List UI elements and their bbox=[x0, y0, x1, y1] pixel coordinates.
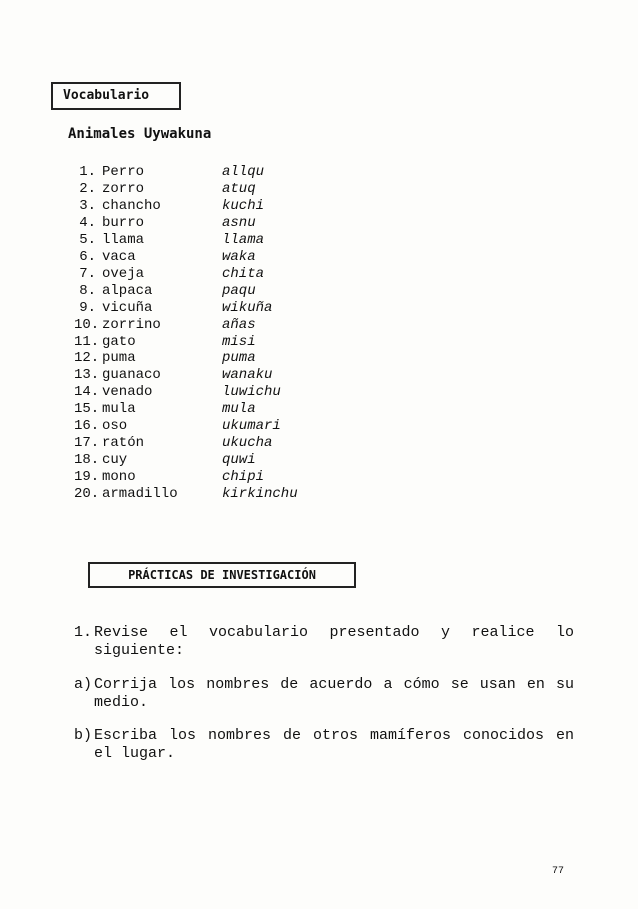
vocab-quechua: chipi bbox=[222, 469, 265, 486]
vocab-item bbox=[74, 401, 298, 418]
vocab-item bbox=[74, 486, 298, 503]
vocab-number: 3. bbox=[79, 197, 96, 214]
vocab-spanish: vicuña bbox=[102, 299, 153, 316]
vocab-number: 1. bbox=[79, 164, 96, 180]
vocab-number: 18. bbox=[74, 452, 100, 469]
vocab-number: 11. bbox=[74, 333, 100, 350]
vocab-number: 2. bbox=[79, 180, 96, 197]
vocab-item bbox=[74, 232, 298, 249]
practice-text: Corrija los nombres de acuerdo a cómo se usan en su medio. bbox=[94, 676, 574, 711]
vocab-number: 9. bbox=[79, 299, 96, 316]
vocab-spanish: mono bbox=[102, 469, 136, 486]
vocab-item bbox=[74, 181, 298, 198]
vocabulary-list bbox=[74, 164, 298, 503]
vocab-item bbox=[74, 435, 298, 452]
vocab-quechua: waka bbox=[222, 248, 256, 265]
vocab-number: 16. bbox=[74, 418, 100, 435]
vocab-number: 5. bbox=[79, 231, 96, 248]
vocab-number: 19. bbox=[74, 469, 100, 486]
vocab-item bbox=[74, 300, 298, 317]
vocab-spanish: oveja bbox=[102, 265, 145, 282]
vocab-quechua: wikuña bbox=[222, 299, 273, 316]
vocab-number: 14. bbox=[74, 384, 100, 401]
vocab-item bbox=[74, 469, 298, 486]
vocab-spanish: chancho bbox=[102, 197, 161, 214]
vocab-quechua: wanaku bbox=[222, 367, 273, 384]
vocab-item bbox=[74, 350, 298, 367]
vocab-quechua: puma bbox=[222, 350, 256, 367]
vocabulario-title-box: Vocabulario bbox=[51, 82, 181, 110]
practicas-title-box: PRÁCTICAS DE INVESTIGACIÓN bbox=[88, 562, 356, 588]
vocab-item bbox=[74, 283, 298, 300]
vocab-number: 4. bbox=[79, 214, 96, 231]
vocab-spanish: zorrino bbox=[102, 316, 161, 333]
vocab-quechua: asnu bbox=[222, 214, 256, 231]
vocab-spanish: vaca bbox=[102, 248, 136, 265]
vocab-quechua: chita bbox=[222, 265, 265, 282]
vocab-quechua: llama bbox=[222, 231, 265, 248]
vocab-number: 17. bbox=[74, 435, 100, 452]
vocab-number: 10. bbox=[74, 316, 100, 333]
vocab-quechua: paqu bbox=[222, 282, 256, 299]
vocab-spanish: mula bbox=[102, 401, 136, 418]
vocab-spanish: oso bbox=[102, 418, 128, 435]
vocab-item bbox=[74, 266, 298, 283]
vocab-spanish: llama bbox=[102, 231, 145, 248]
vocab-number: 13. bbox=[74, 367, 100, 384]
vocab-item bbox=[74, 334, 298, 351]
vocab-quechua: ukucha bbox=[222, 435, 273, 452]
vocab-spanish: guanaco bbox=[102, 367, 161, 384]
vocab-spanish: burro bbox=[102, 214, 145, 231]
vocab-spanish: zorro bbox=[102, 180, 145, 197]
vocab-spanish: gato bbox=[102, 333, 136, 350]
practice-marker: a) bbox=[74, 676, 93, 693]
vocab-quechua: ukumari bbox=[222, 418, 281, 435]
vocab-spanish: armadillo bbox=[102, 486, 178, 503]
vocab-item bbox=[74, 164, 298, 181]
practice-text: Revise el vocabulario presentado y realice lo siguiente: bbox=[94, 624, 574, 659]
vocab-quechua: kuchi bbox=[222, 197, 265, 214]
vocab-item bbox=[74, 317, 298, 334]
vocab-item bbox=[74, 249, 298, 266]
vocab-item bbox=[74, 384, 298, 401]
vocab-spanish: ratón bbox=[102, 435, 145, 452]
vocab-number: 6. bbox=[79, 248, 96, 265]
section-title: Animales Uywakuna bbox=[68, 126, 212, 142]
page-number: 77 bbox=[552, 866, 565, 877]
vocab-quechua: quwi bbox=[222, 452, 256, 469]
vocab-number: 20. bbox=[74, 486, 100, 503]
vocab-item bbox=[74, 215, 298, 232]
vocab-quechua: atuq bbox=[222, 180, 256, 197]
vocab-quechua: añas bbox=[222, 316, 256, 333]
practice-item-a bbox=[74, 676, 574, 712]
practice-marker: 1. bbox=[74, 624, 93, 641]
vocab-spanish: alpaca bbox=[102, 282, 153, 299]
vocab-item bbox=[74, 198, 298, 215]
vocab-item bbox=[74, 367, 298, 384]
practice-text: Escriba los nombres de otros mamíferos conocidos en el lugar. bbox=[94, 727, 574, 762]
practice-marker: b) bbox=[74, 727, 93, 744]
vocab-quechua: kirkinchu bbox=[222, 486, 298, 503]
vocab-number: 8. bbox=[79, 282, 96, 299]
vocab-quechua: luwichu bbox=[222, 384, 281, 401]
vocab-quechua: allqu bbox=[222, 164, 265, 180]
vocab-item bbox=[74, 452, 298, 469]
vocab-spanish: Perro bbox=[102, 164, 145, 180]
vocab-item bbox=[74, 418, 298, 435]
vocab-quechua: misi bbox=[222, 333, 256, 350]
vocab-number: 7. bbox=[79, 265, 96, 282]
practice-item-b bbox=[74, 727, 574, 763]
vocab-spanish: cuy bbox=[102, 452, 128, 469]
vocab-quechua: mula bbox=[222, 401, 256, 418]
vocab-spanish: puma bbox=[102, 350, 136, 367]
vocab-spanish: venado bbox=[102, 384, 153, 401]
vocab-number: 15. bbox=[74, 401, 100, 418]
practice-item-1 bbox=[74, 624, 574, 660]
vocab-number: 12. bbox=[74, 350, 100, 367]
